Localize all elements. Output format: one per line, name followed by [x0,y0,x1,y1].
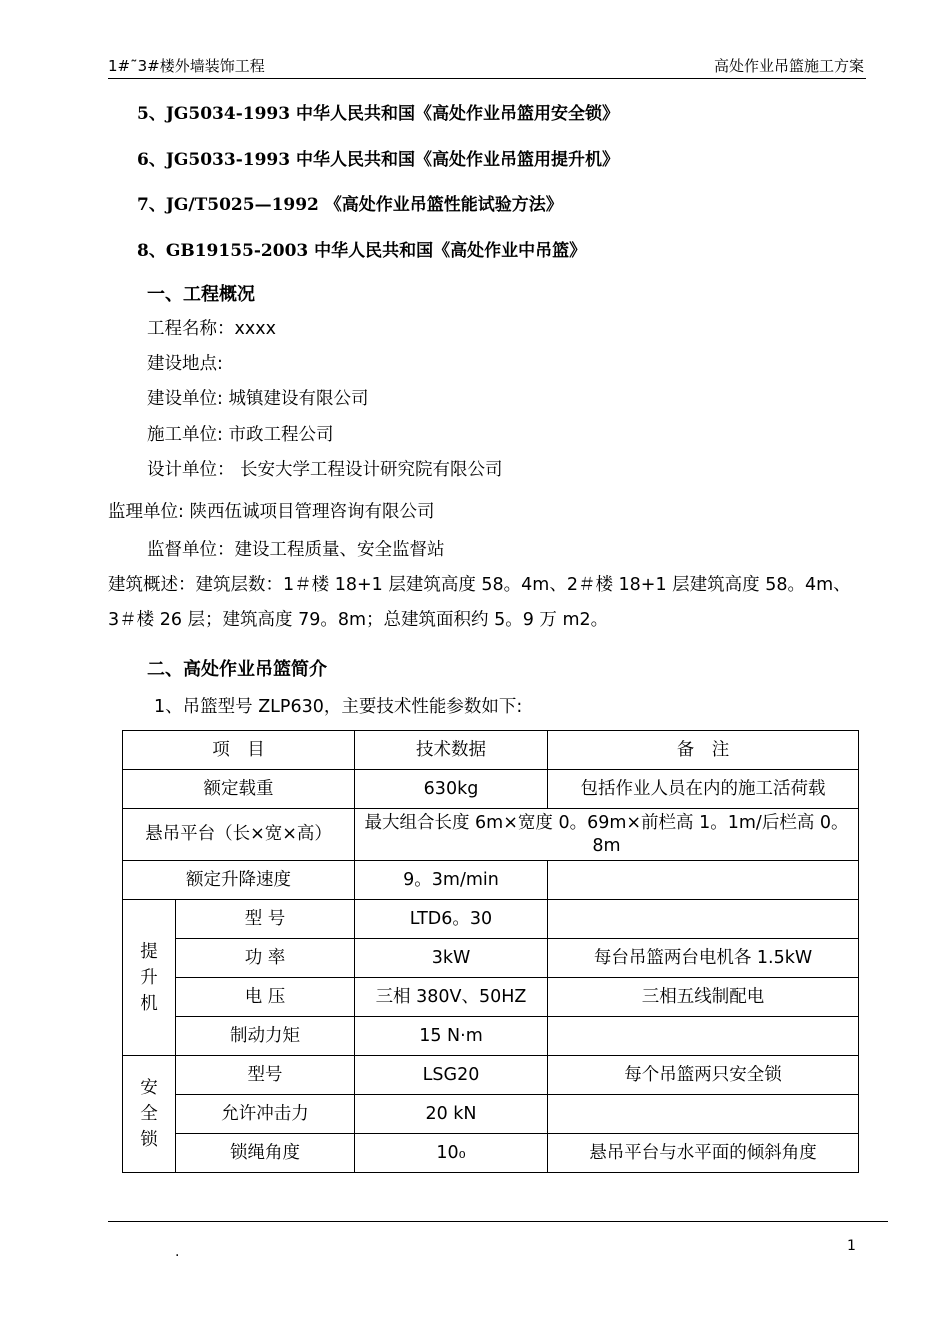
cell-note: 悬吊平台与水平面的倾斜角度 [548,1134,859,1173]
table-row [123,1095,859,1134]
footer-dot: . [175,1244,180,1260]
standard-code: 6、JG5033-1993 [137,150,291,170]
group-label-safety-lock [123,1056,176,1173]
standard-item [137,99,619,124]
cell-note [548,1017,859,1056]
header-left-title: 1#˜3#楼外墙装饰工程 [108,57,265,75]
cell-label: 型号 [176,1056,355,1095]
cell-note [548,900,859,939]
standard-code: 5、JG5034-1993 [137,104,291,124]
standard-code: 8、GB19155-2003 [137,241,309,261]
building-overview-line1: 建筑概述：建筑层数：1＃楼 18+1 层建筑高度 58。4m、2＃楼 18+1 层建筑高度 58。4m、 [108,575,851,595]
group-text: 提升机 [140,941,158,1014]
cell-value: LSG20 [355,1056,548,1095]
header-right-title: 高处作业吊篮施工方案 [713,57,864,75]
header-note: 备 注 [548,731,859,770]
standard-code: 7、JG/T5025—1992 [137,195,319,215]
cell-label: 制动力矩 [176,1017,355,1056]
cell-value: 15 N·m [355,1017,548,1056]
table-row [123,809,859,861]
cell-value: 9。3m/min [355,861,548,900]
cell-value: LTD6。30 [355,900,548,939]
cell-label: 额定载重 [123,770,355,809]
project-name: 工程名称：xxxx [147,319,276,339]
cell-label: 悬吊平台（长×宽×高） [123,809,355,861]
standard-title: 中华人民共和国《高处作业吊篮用安全锁》 [296,104,619,124]
section-title-gondola: 二、高处作业吊篮简介 [147,659,327,680]
header-divider [108,78,866,79]
owner-unit: 建设单位: 城镇建设有限公司 [147,389,369,409]
cell-value: 20 kN [355,1095,548,1134]
cell-label: 电 压 [176,978,355,1017]
standard-title: 中华人民共和国《高处作业中吊篮》 [314,241,587,261]
footer-divider [108,1221,888,1222]
table-row [123,861,859,900]
table-row [123,1056,859,1095]
oversight-unit: 监督单位：建设工程质量、安全监督站 [147,540,445,560]
cell-label: 锁绳角度 [176,1134,355,1173]
group-label-hoist [123,900,176,1056]
project-location: 建设地点: [147,354,223,374]
design-unit: 设计单位： 长安大学工程设计研究院有限公司 [147,460,503,480]
table-row [123,770,859,809]
standard-item [137,145,619,170]
page-number: 1 [847,1238,856,1254]
cell-note [548,861,859,900]
table-row [123,978,859,1017]
header-item: 项 目 [123,731,355,770]
cell-note: 包括作业人员在内的施工活荷载 [548,770,859,809]
cell-note: 每个吊篮两只安全锁 [548,1056,859,1095]
cell-label: 额定升降速度 [123,861,355,900]
header-data: 技术数据 [355,731,548,770]
table-row [123,900,859,939]
table-row [123,1134,859,1173]
gondola-intro: 1、吊篮型号 ZLP630，主要技术性能参数如下: [154,697,523,717]
cell-value: 最大组合长度 6m×宽度 0。69m×前栏高 1。1m/后栏高 0。8m [355,809,859,861]
supervision-unit: 监理单位: 陕西伍诚项目管理咨询有限公司 [108,502,435,522]
spec-table [122,730,859,1173]
cell-note: 三相五线制配电 [548,978,859,1017]
cell-note: 每台吊篮两台电机各 1.5kW [548,939,859,978]
group-text: 安全锁 [140,1078,158,1150]
cell-note [548,1095,859,1134]
table-row [123,939,859,978]
table-row [123,1017,859,1056]
standard-item [137,236,586,261]
table-header-row [123,731,859,770]
cell-value: 3kW [355,939,548,978]
standard-title: 《高处作业吊篮性能试验方法》 [324,195,563,215]
cell-value: 10₀ [355,1134,548,1173]
standard-item [137,190,563,215]
cell-value: 630kg [355,770,548,809]
standard-title: 中华人民共和国《高处作业吊篮用提升机》 [296,150,619,170]
building-overview-line2: 3＃楼 26 层；建筑高度 79。8m；总建筑面积约 5。9 万 m2。 [108,610,609,630]
cell-label: 功 率 [176,939,355,978]
construction-unit: 施工单位: 市政工程公司 [147,425,334,445]
cell-label: 型 号 [176,900,355,939]
cell-label: 允许冲击力 [176,1095,355,1134]
cell-value: 三相 380V、50HZ [355,978,548,1017]
section-title-overview: 一、工程概况 [147,284,255,305]
